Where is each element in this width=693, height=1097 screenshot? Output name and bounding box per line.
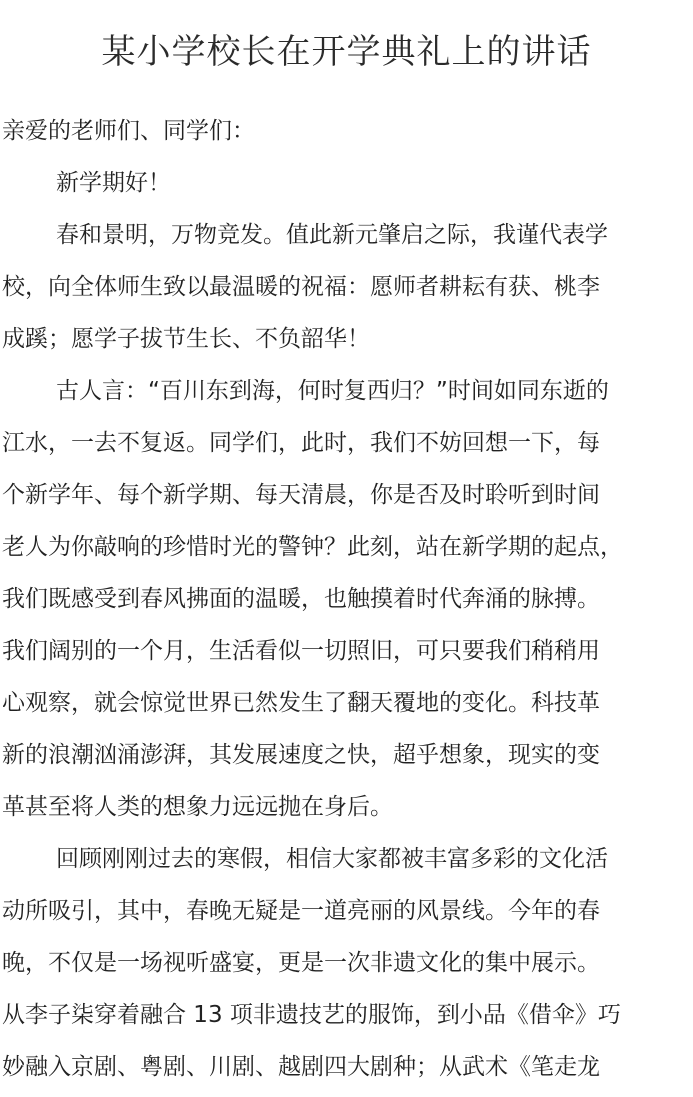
paragraph-1-line-1: 春和景明，万物竞发。值此新元肇启之际，我谨代表学 <box>56 222 608 248</box>
paragraph-2-line-7: 心观察，就会惊觉世界已然发生了翻天覆地的变化。科技革 <box>2 690 600 716</box>
paragraph-2-line-5: 我们既感受到春风拂面的温暖，也触摸着时代奔涌的脉搏。 <box>2 586 600 612</box>
paragraph-2-line-8: 新的浪潮汹涌澎湃，其发展速度之快，超乎想象，现实的变 <box>2 742 600 768</box>
paragraph-2-line-9: 革甚至将人类的想象力远远抛在身后。 <box>2 794 393 820</box>
paragraph-2-line-4: 老人为你敲响的珍惜时光的警钟？此刻，站在新学期的起点， <box>2 534 623 560</box>
paragraph-1-line-3: 成蹊；愿学子拔节生长、不负韶华！ <box>2 326 370 352</box>
paragraph-2-line-6: 我们阔别的一个月，生活看似一切照旧，可只要我们稍稍用 <box>2 638 600 664</box>
paragraph-2-line-3: 个新学年、每个新学期、每天清晨，你是否及时聆听到时间 <box>2 482 600 508</box>
paragraph-3-line-3: 晚，不仅是一场视听盛宴，更是一次非遗文化的集中展示。 <box>2 950 600 976</box>
paragraph-3-line-4: 从李子柒穿着融合 13 项非遗技艺的服饰，到小品《借伞》巧 <box>2 1002 621 1028</box>
paragraph-3-line-1: 回顾刚刚过去的寒假，相信大家都被丰富多彩的文化活 <box>56 846 608 872</box>
paragraph-3-line-5: 妙融入京剧、粤剧、川剧、越剧四大剧种；从武术《笔走龙 <box>2 1054 600 1080</box>
paragraph-2-line-1: 古人言：“百川东到海，何时复西归？”时间如同东逝的 <box>56 378 609 404</box>
greeting-line: 新学期好！ <box>56 170 171 196</box>
salutation-line: 亲爱的老师们、同学们： <box>2 118 255 144</box>
paragraph-3-line-2: 动所吸引，其中，春晚无疑是一道亮丽的风景线。今年的春 <box>2 898 600 924</box>
paragraph-1-line-2: 校，向全体师生致以最温暖的祝福：愿师者耕耘有获、桃李 <box>2 274 600 300</box>
document-title: 某小学校长在开学典礼上的讲话 <box>101 32 592 72</box>
paragraph-2-line-2: 江水，一去不复返。同学们，此时，我们不妨回想一下，每 <box>2 430 600 456</box>
